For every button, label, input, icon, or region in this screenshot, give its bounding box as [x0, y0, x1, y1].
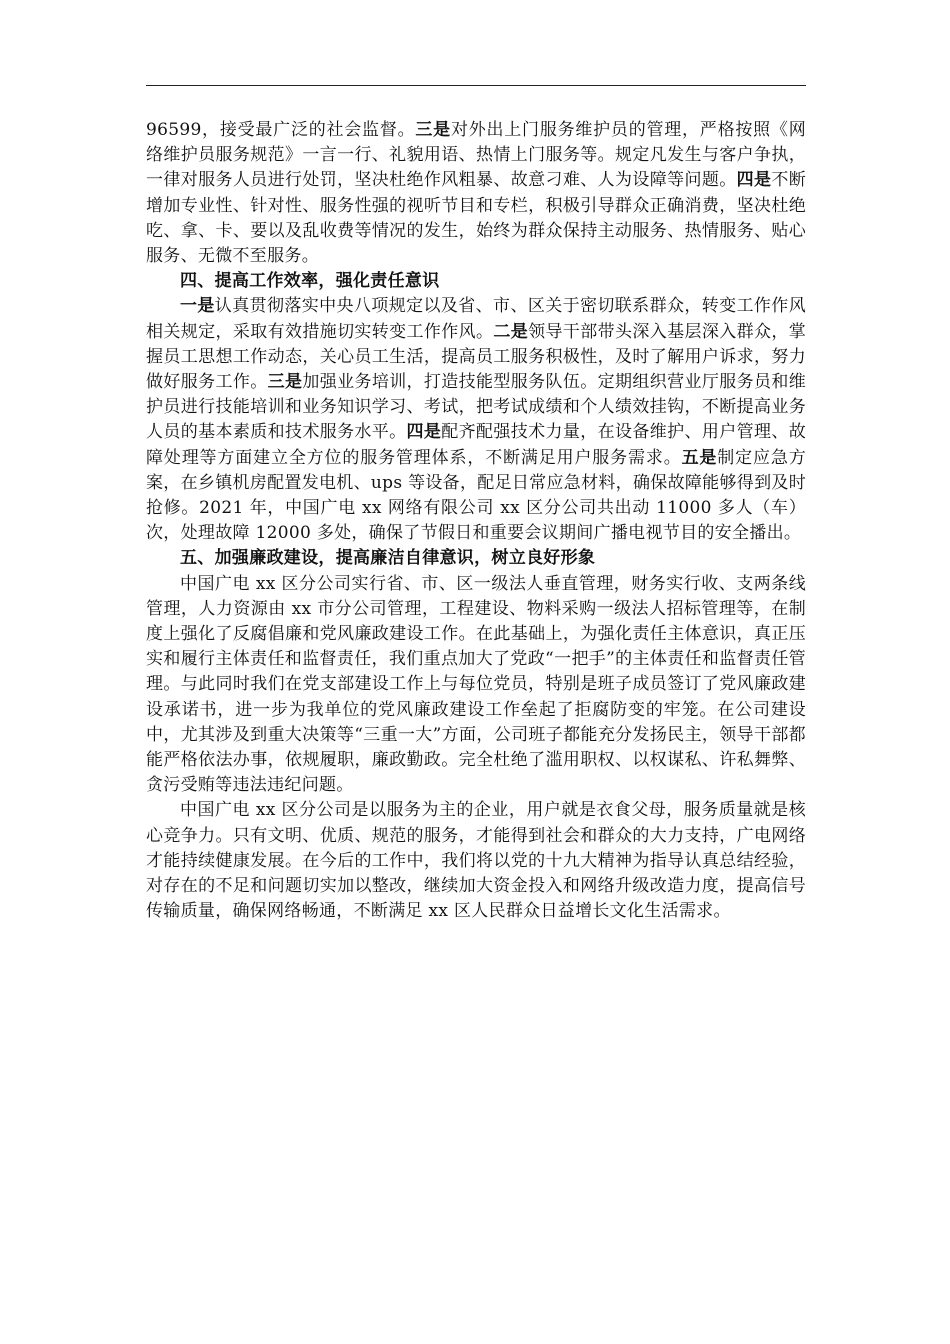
bold-marker: 三是	[267, 372, 303, 393]
bold-marker: 五是	[681, 447, 718, 468]
paragraph-text: 对外出上门服务维护员的管理，严格按照《网络维护员服务规范》一言一行、礼貌用语、热情上门服务等。规定凡发生与客户争执，一律对服务人员进行处罚，坚决杜绝作风粗暴、故意刁难、人为设障等问题。	[146, 120, 806, 191]
bold-marker: 二是	[493, 321, 529, 342]
paragraph-text: 配齐配强技术力量，在设备维护、用户管理、故障处理等方面建立全方位的服务管理体系，不断满足用户服务需求。	[146, 422, 806, 468]
header-rule	[146, 85, 806, 86]
section-heading-4: 四、提高工作效率，强化责任意识	[180, 271, 440, 292]
bold-marker: 三是	[415, 120, 451, 140]
paragraph-text: 制定应急方案，在乡镇机房配置发电机、ups 等设备，配足日常应急材料，确保故障能够得到及时抢修。2021 年，中国广电 xx 网络有限公司 xx 区分公司共出动 11000 多人（车）次，处理故障 12000 多处，确保了节假日和重要会议期间广播电视节目的安全播出。	[146, 447, 807, 544]
paragraph-text: 领导干部带头深入基层深入群众，掌握员工思想工作动态，关心员工生活，提高员工服务积极性，及时了解用户诉求，努力做好服务工作。	[146, 321, 807, 393]
paragraph-text: 不断增加专业性、针对性、服务性强的视听节目和专栏，积极引导群众正确消费，坚决杜绝吃、拿、卡、要以及乱收费等情况的发生，始终为群众保持主动服务、热情服务、贴心服务、无微不至服务。	[146, 170, 806, 267]
paragraph-text: 96599，接受最广泛的社会监督。	[146, 120, 416, 140]
paragraph-continued	[146, 118, 806, 269]
bold-marker: 四是	[406, 422, 442, 443]
paragraph-text: 认真贯彻落实中央八项规定以及省、市、区关于密切联系群众，转变工作作风相关规定，采取有效措施切实转变工作作风。	[146, 296, 807, 342]
document-body	[146, 118, 806, 925]
paragraph-conclusion: 中国广电 xx 区分公司是以服务为主的企业，用户就是衣食父母，服务质量就是核心竞争力。只有文明、优质、规范的服务，才能得到社会和群众的大力支持，广电网络才能持续健康发展。在今后的工作中，我们将以党的十九大精神为指导认真总结经验，对存在的不足和问题切实加以整改，继续加大资金投入和网络升级改造力度，提高信号传输质量，确保网络畅通，不断满足 xx 区人民群众日益增长文化生活需求。	[146, 800, 806, 922]
paragraph-text: 加强业务培训，打造技能型服务队伍。定期组织营业厅服务员和维护员进行技能培训和业务知识学习、考试，把考试成绩和个人绩效挂钩，不断提高业务人员的基本素质和技术服务水平。	[146, 372, 806, 443]
bold-marker: 一是	[180, 296, 215, 317]
section-heading-5: 五、加强廉政建设，提高廉洁自律意识，树立良好形象	[180, 548, 596, 569]
paragraph-section-4	[146, 294, 806, 546]
bold-marker: 四是	[736, 170, 772, 191]
paragraph-section-5: 中国广电 xx 区分公司实行省、市、区一级法人垂直管理，财务实行收、支两条线管理，人力资源由 xx 市分公司管理，工程建设、物料采购一级法人招标管理等，在制度上强化了反腐倡廉和党风廉政建设工作。在此基础上，为强化责任主体意识，真正压实和履行主体责任和监督责任，我们重点加大了党政“一把手”的主体责任和监督责任管理。与此同时我们在党支部建设工作上与每位党员，特别是班子成员签订了党风廉政建设承诺书，进一步为我单位的党风廉政建设工作垒起了拒腐防变的牢笼。在公司建设中，尤其涉及到重大决策等“三重一大”方面，公司班子都能充分发扬民主，领导干部都能严格依法办事，依规履职，廉政勤政。完全杜绝了滥用职权、以权谋私、许私舞弊、贪污受贿等违法违纪问题。	[146, 573, 806, 796]
